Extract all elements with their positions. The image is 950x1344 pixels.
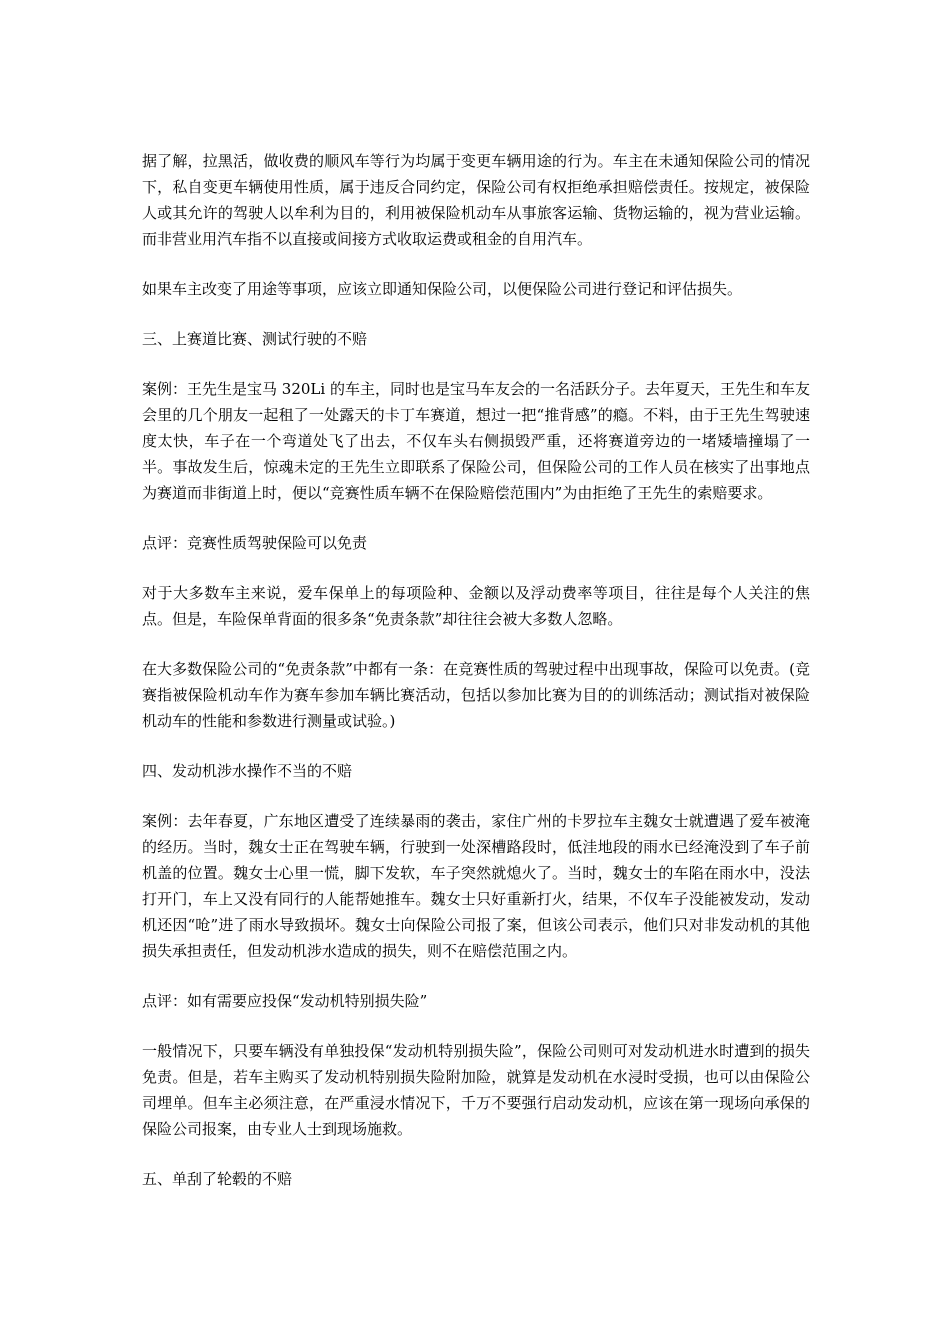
paragraph-case-racetrack: 案例：王先生是宝马 320Li 的车主，同时也是宝马车友会的一名活跃分子。去年夏天，王先生和车友会里的几个朋友一起租了一处露天的卡丁车赛道，想过一把“推背感”的瘾。不料，由于王先生驾驶速度太快，车子在一个弯道处飞了出去，不仅车头右侧损毁严重，还将赛道旁边的一堵矮墙撞塌了一半。事故发生后，惊魂未定的王先生立即联系了保险公司，但保险公司的工作人员在核实了出事地点为赛道而非街道上时，便以“竞赛性质车辆不在保险赔偿范围内”为由拒绝了王先生的索赔要求。 — [142, 380, 810, 502]
paragraph-notify-insurer: 如果车主改变了用途等事项，应该立即通知保险公司，以便保险公司进行登记和评估损失。 — [142, 280, 743, 298]
comment-heading-racing: 点评：竞赛性质驾驶保险可以免责 — [142, 534, 368, 552]
section-heading-3: 三、上赛道比赛、测试行驶的不赔 — [142, 330, 368, 348]
paragraph-case-flooded-engine: 案例：去年春夏，广东地区遭受了连续暴雨的袭击，家住广州的卡罗拉车主魏女士就遭遇了爱车被淹的经历。当时，魏女士正在驾驶车辆，行驶到一处深槽路段时，低洼地段的雨水已经淹没到了车子前机盖的位置。魏女士心里一慌，脚下发软，车子突然就熄火了。当时，魏女士的车陷在雨水中，没法打开门，车上又没有同行的人能帮她推车。魏女士只好重新打火，结果，不仅车子没能被发动，发动机还因“呛”进了雨水导致损坏。魏女士向保险公司报了案，但该公司表示，他们只对非发动机的其他损失承担责任，但发动机涉水造成的损失，则不在赔偿范围之内。 — [142, 812, 810, 960]
document-body — [142, 148, 810, 1216]
paragraph-exclusion-clauses: 对于大多数车主来说，爱车保单上的每项险种、金额以及浮动费率等项目，往往是每个人关注的焦点。但是，车险保单背面的很多条“免责条款”却往往会被大多数人忽略。 — [142, 584, 810, 628]
comment-heading-engine: 点评：如有需要应投保“发动机特别损失险” — [142, 992, 428, 1010]
section-heading-4: 四、发动机涉水操作不当的不赔 — [142, 762, 353, 780]
section-heading-5: 五、单刮了轮毂的不赔 — [142, 1170, 293, 1188]
paragraph-vehicle-use-change: 据了解，拉黑活，做收费的顺风车等行为均属于变更车辆用途的行为。车主在未通知保险公司的情况下，私自变更车辆使用性质，属于违反合同约定，保险公司有权拒绝承担赔偿责任。按规定，被保险人或其允许的驾驶人以牟利为目的，利用被保险机动车从事旅客运输、货物运输的，视为营业运输。而非营业用汽车指不以直接或间接方式收取运费或租金的自用汽车。 — [142, 152, 810, 248]
paragraph-engine-insurance: 一般情况下，只要车辆没有单独投保“发动机特别损失险”，保险公司则可对发动机进水时遭到的损失免责。但是，若车主购买了发动机特别损失险附加险，就算是发动机在水浸时受损，也可以由保险公司埋单。但车主必须注意，在严重浸水情况下，千万不要强行启动发动机，应该在第一现场向承保的保险公司报案，由专业人士到现场施救。 — [142, 1042, 810, 1138]
paragraph-racing-exemption: 在大多数保险公司的“免责条款”中都有一条：在竞赛性质的驾驶过程中出现事故，保险可以免责。(竞赛指被保险机动车作为赛车参加车辆比赛活动，包括以参加比赛为目的的训练活动；测试指对被保险机动车的性能和参数进行测量或试验。) — [142, 660, 810, 730]
